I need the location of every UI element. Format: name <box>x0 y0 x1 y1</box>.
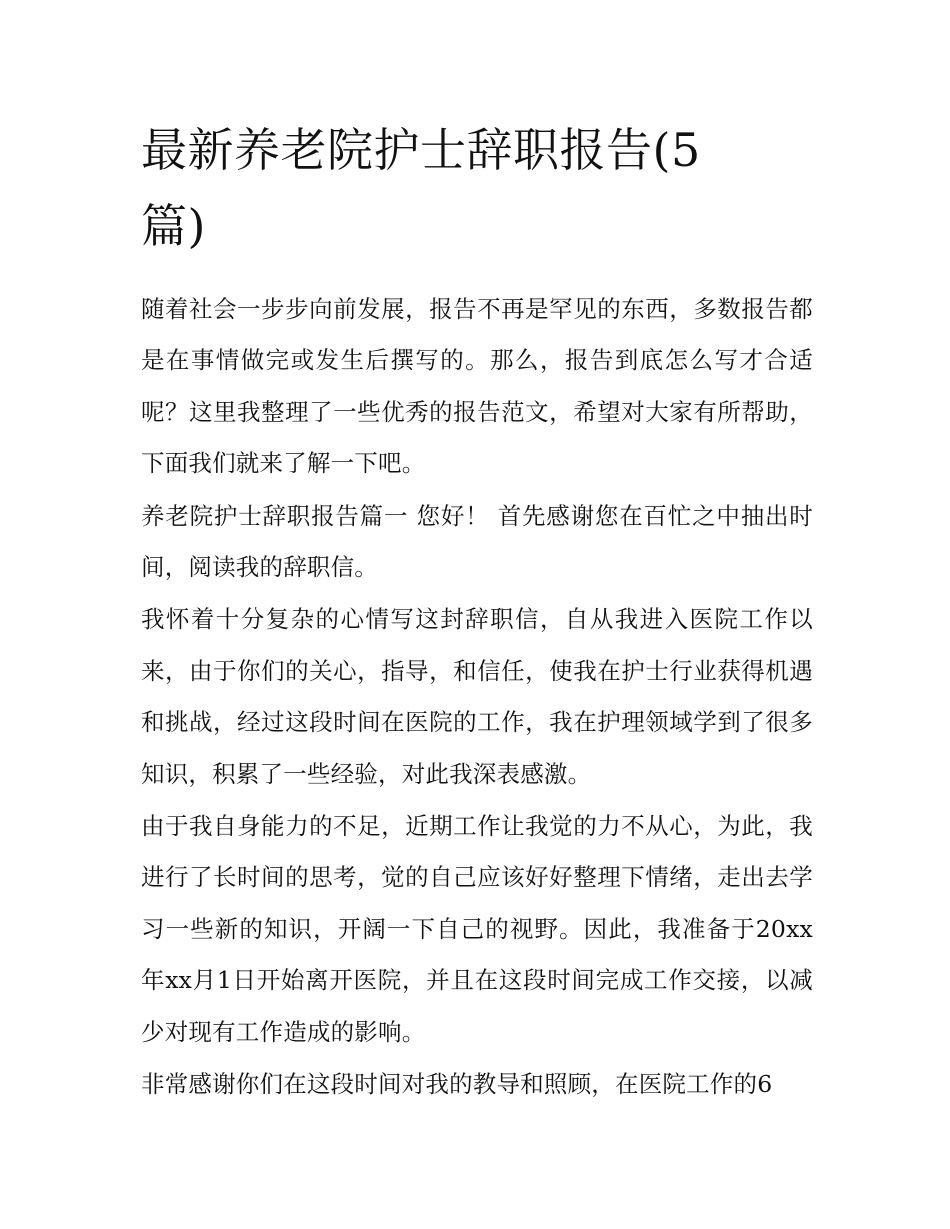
paragraph-greeting: 养老院护士辞职报告篇一 您好！ 首先感谢您在百忙之中抽出时间，阅读我的辞职信。 <box>141 501 813 582</box>
document-title: 最新养老院护士辞职报告(5篇) <box>141 123 701 253</box>
paragraph-thanks: 非常感谢你们在这段时间对我的教导和照顾，在医院工作的6 <box>141 1070 773 1099</box>
document-body <box>141 112 813 1112</box>
paragraph-reason: 由于我自身能力的不足，近期工作让我觉的力不从心，为此，我进行了长时间的思考，觉的自己应该好好整理下情绪，走出去学习一些新的知识，开阔一下自己的视野。因此，我准备于20xx年xx月1日开始离开医院，并且在这段时间完成工作交接，以减少对现有工作造成的影响。 <box>141 812 813 1046</box>
paragraph-gratitude: 我怀着十分复杂的心情写这封辞职信，自从我进入医院工作以来，由于你们的关心，指导，和信任，使我在护士行业获得机遇和挑战，经过这段时间在医院的工作，我在护理领域学到了很多知识，积累了一些经验，对此我深表感激。 <box>141 605 813 788</box>
paragraph-intro: 随着社会一步步向前发展，报告不再是罕见的东西，多数报告都是在事情做完或发生后撰写的。那么，报告到底怎么写才合适呢？这里我整理了一些优秀的报告范文，希望对大家有所帮助，下面我们就来了解一下吧。 <box>141 295 813 478</box>
